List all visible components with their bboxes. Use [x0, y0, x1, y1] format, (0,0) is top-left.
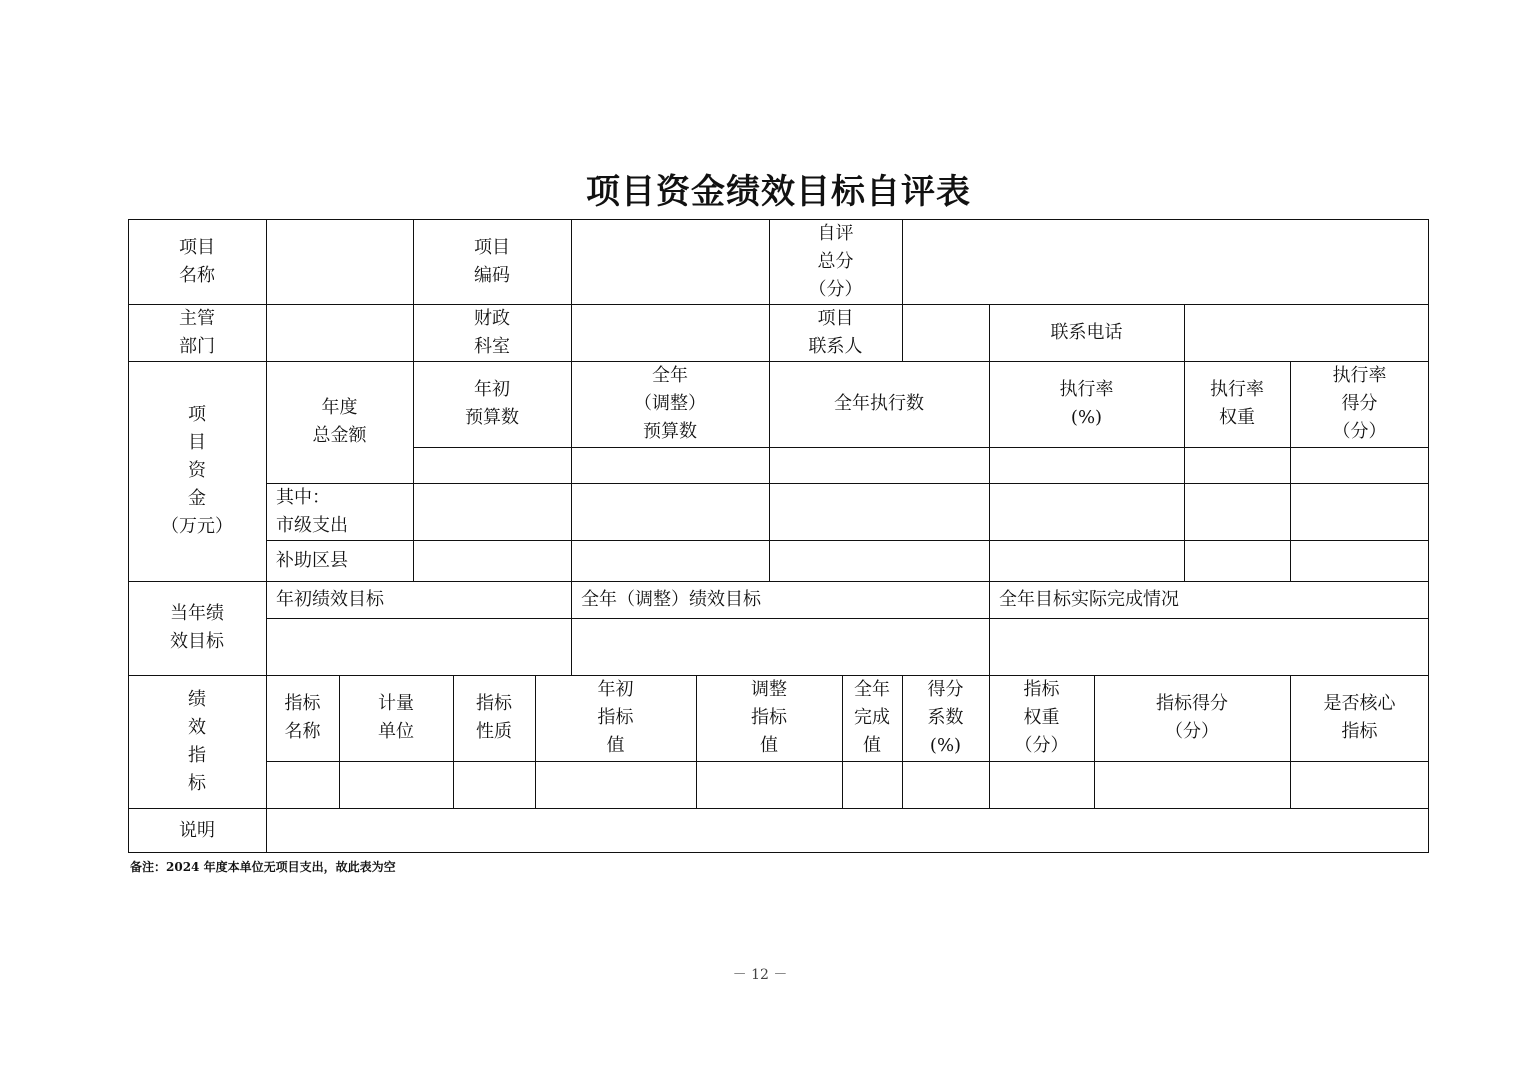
page-number: － 12 － [732, 967, 788, 983]
adjusted-budget-label: 全年 （调整） 预算数 [634, 365, 706, 442]
indicator-score-header: 指标得分 （分） [1156, 693, 1228, 742]
explanation-label: 说明 [179, 819, 215, 841]
phone-label: 联系电话 [1050, 321, 1123, 343]
initial-value-header: 年初 指标 值 [597, 679, 634, 756]
core-indicator-header: 是否核心 指标 [1323, 693, 1396, 742]
actual-completion-label: 全年目标实际完成情况 [999, 588, 1179, 610]
exec-weight-label: 执行率 权重 [1210, 379, 1264, 428]
goals-section-label: 当年绩 效目标 [170, 603, 224, 652]
annual-total-label: 年度 总金额 [312, 397, 367, 446]
initial-budget-label: 年初 预算数 [465, 379, 519, 428]
footnote: 备注：2024 年度本单位无项目支出，故此表为空 [130, 860, 396, 874]
indicator-type-header: 指标 性质 [476, 693, 512, 742]
exec-rate-label: 执行率 (%) [1059, 379, 1114, 428]
adjusted-value-header: 调整 指标 值 [751, 679, 787, 756]
self-score-label: 自评 总分 （分） [808, 222, 863, 300]
dept-label: 主管 部门 [179, 307, 215, 357]
indicators-section-label: 绩 效 指 标 [188, 688, 206, 794]
finance-office-label: 财政 科室 [474, 307, 510, 357]
project-name-label: 项目 名称 [179, 236, 215, 286]
score-coefficient-header: 得分 系数 (%) [927, 679, 964, 756]
page-title: 项目资金绩效目标自评表 [586, 172, 971, 212]
indicator-weight-header: 指标 权重 （分） [1014, 679, 1069, 756]
city-expense-label: 其中： 市级支出 [276, 486, 348, 536]
explanation-value [266, 808, 1429, 853]
indicator-name-header: 指标 名称 [284, 693, 321, 742]
project-code-label: 项目 编码 [474, 236, 510, 286]
self-score-value [902, 219, 1429, 304]
funds-section-label: 项 目 资 金 （万元） [161, 404, 233, 537]
project-code-value [571, 219, 769, 304]
completed-value-header: 全年 完成 值 [854, 679, 890, 756]
unit-header: 计量 单位 [378, 693, 414, 742]
adjusted-goal-label: 全年（调整）绩效目标 [581, 588, 761, 610]
initial-goal-label: 年初绩效目标 [276, 588, 384, 610]
project-name-value [266, 219, 413, 304]
project-contact-label: 项目 联系人 [808, 307, 863, 357]
executed-amount-label: 全年执行数 [834, 393, 924, 414]
district-subsidy-label: 补助区县 [276, 549, 348, 571]
exec-score-label: 执行率 得分 （分） [1332, 365, 1387, 442]
